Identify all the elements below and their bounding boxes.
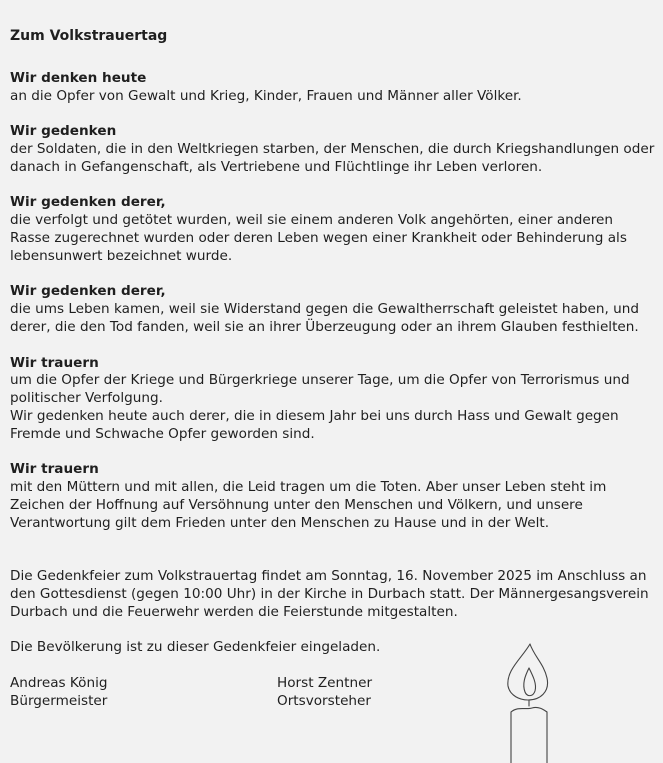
block-text: mit den Müttern und mit allen, die Leid tragen um die Toten. Aber unser Leben steht im Zeichen der Hoffnung auf Versöhnung unter den Menschen und Völkern, und unsere Verantwortung gilt dem Frieden unter den Menschen zu Hause und in der Welt.	[10, 479, 607, 531]
paragraph-block	[10, 70, 655, 106]
paragraph-block	[10, 461, 655, 532]
signature-left	[10, 675, 108, 711]
document	[10, 28, 655, 715]
block-text: die ums Leben kamen, weil sie Widerstand gegen die Gewaltherrschaft geleistet haben, und derer, die den Tod fanden, weil sie an ihrer Überzeugung oder an ihrem Glauben festhielten.	[10, 301, 639, 335]
signature-role: Bürgermeister	[10, 692, 108, 709]
block-text: der Soldaten, die in den Weltkriegen starben, der Menschen, die durch Kriegshandlungen oder danach in Gefangenschaft, als Vertriebene und Flüchtlinge ihr Leben verloren.	[10, 140, 655, 175]
block-text: um die Opfer der Kriege und Bürgerkriege unserer Tage, um die Opfer von Terrorismus und politischer Verfolgung.	[10, 372, 630, 407]
paragraph-block	[10, 194, 655, 265]
block-heading: Wir gedenken derer,	[10, 283, 166, 300]
paragraph-block	[10, 123, 655, 176]
announcement-text: Die Gedenkfeier zum Volkstrauertag findet am Sonntag, 16. November 2025 im Anschluss an den Gottesdienst (gegen 10:00 Uhr) in der Kirche in Durbach statt. Der Männergesangsverein Durbach und die Feuerwehr werden die Feierstunde mitgestalten.	[10, 568, 649, 620]
paragraph-block	[10, 355, 655, 444]
page-title: Zum Volkstrauertag	[10, 28, 168, 44]
paragraph-block	[10, 283, 655, 336]
spacer	[10, 550, 655, 568]
signature-name: Horst Zentner	[277, 674, 373, 691]
candle-icon	[500, 640, 560, 763]
block-heading: Wir trauern	[10, 354, 99, 371]
block-heading: Wir gedenken derer,	[10, 194, 166, 211]
block-heading: Wir gedenken	[10, 123, 117, 140]
block-heading: Wir trauern	[10, 461, 99, 478]
block-heading: Wir denken heute	[10, 69, 147, 86]
block-text: die verfolgt und getötet wurden, weil sie einem anderen Volk angehörten, einer anderen Rasse zugerechnet wurden oder deren Leben wegen einer Krankheit oder Behinderung als lebensunwert bezeichnet wurde.	[10, 212, 627, 264]
signature-role: Ortsvorsteher	[277, 692, 371, 709]
signature-right	[277, 675, 372, 711]
invitation-text: Die Bevölkerung ist zu dieser Gedenkfeier eingeladen.	[10, 639, 381, 656]
block-text: an die Opfer von Gewalt und Krieg, Kinder, Frauen und Männer aller Völker.	[10, 87, 522, 104]
signature-name: Andreas König	[10, 674, 108, 691]
block-text: Wir gedenken heute auch derer, die in diesem Jahr bei uns durch Hass und Gewalt gegen Fremde und Schwache Opfer geworden sind.	[10, 407, 619, 442]
